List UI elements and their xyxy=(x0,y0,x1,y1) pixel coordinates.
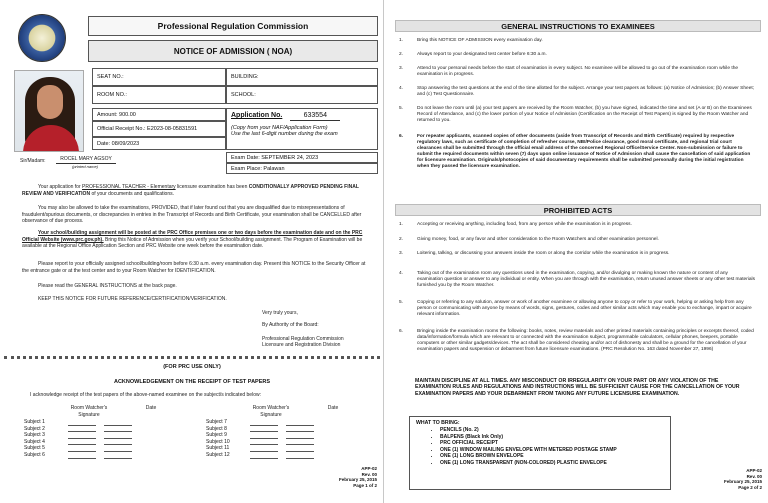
name-prefix: Sir/Madam: xyxy=(20,158,46,164)
page1-footer: APP-02 Rev. 00 February 25, 2015 Page 1 of 2 xyxy=(338,466,377,488)
noa-page-2 xyxy=(385,0,768,503)
subject-row: Subject 2 xyxy=(24,426,184,433)
building-field: BUILDING: xyxy=(226,68,378,86)
cut-line xyxy=(4,356,380,359)
subject-row: Subject 12 xyxy=(206,452,376,459)
prc-seal-logo xyxy=(18,14,66,62)
prohibited-item: 5. Copying or referring to any solution, answer or work of another examinee or allowing anyone to copy or refer to your work, helping or asking help from any person or communicating with anyone by means of words, signs, gestures, codes and other similar acts which may enable you to exchange, impart or acquire relevant information. xyxy=(399,300,752,317)
signatory-org: Professional Regulation Commission xyxy=(262,336,344,342)
amount-field: Amount: 900.00 xyxy=(92,108,226,121)
prohibited-acts-heading: PROHIBITED ACTS xyxy=(395,204,761,216)
room-no-field: ROOM NO.: xyxy=(92,86,226,104)
authority-line: By Authority of the Board: xyxy=(262,322,319,328)
prohibited-item: 3. Loitering, talking, or discussing your answers inside the room or along the corridor while the examination is in progress. xyxy=(399,251,670,256)
signoff-line: Very truly yours, xyxy=(262,310,298,316)
prohibited-item: 6. Bringing inside the examination rooms the following: books, notes, review materials and other printed materials containing principles or excerpts thereof, coded data/information/formula which are relevant to or connected with the examination subject, programmable calculators, cellular phones, beepers, portable computers or other similar gadgets/devices. The act shall be considered cheating and/or act of dishonesty and shall be a ground for the cancellation of your examination papers and suspension or debarment from future licensure examinations. (PRC Resolution No. 163 dated November 27, 1996) xyxy=(399,329,754,352)
right-subject-list xyxy=(206,419,376,459)
discipline-warning: MAINTAIN DISCIPLINE AT ALL TIMES. ANY MISCONDUCT OR IRREGULARITY ON YOUR PART OR ANY VIOLATION OF THE EXAMINATION RULES AND REGULATIONS AND INSTRUCTIONS WILL BE SUFFICIENT CAUSE FOR THE CANCELLATION OF YOUR EXAMINATION PAPERS AND YOUR DEBARMENT FROM TAKING ANY FUTURE LICENSURE EXAMINATION. xyxy=(415,378,740,397)
bring-item: • BALPENS (Black Ink Only) xyxy=(440,434,664,441)
application-no-label: Application No. xyxy=(231,112,283,119)
official-receipt-field: Official Receipt No.: E2023-08-05831591 xyxy=(92,121,226,137)
bring-item: • ONE (1) WINDOW MAILING ENVELOPE WITH METERED POSTAGE STAMP xyxy=(440,447,664,454)
acknowledgement-text: I acknowledge receipt of the test papers of the above-named examinee on the subject/s indicated below: xyxy=(30,392,261,398)
disqualification-paragraph: You may also be allowed to take the examinations, PROVIDED, that if later found out that you are disqualified due to misrepresentations of fraudulent/spurious documents, or discrepancies in entries in the Transcript of Records and Birth Certificate, your examination shall be CANCELLED after observance of due process. xyxy=(22,205,362,225)
application-number-box xyxy=(226,108,378,150)
instruction-item: 1. Bring this NOTICE OF ADMISSION every examination day. xyxy=(399,38,543,43)
subject-row: Subject 7 xyxy=(206,419,376,426)
exam-date-field: Exam Date: SEPTEMBER 24, 2023 xyxy=(226,152,378,163)
copy-note-2: Use the last 6-digit number during the exam xyxy=(231,131,338,137)
approval-paragraph: Your application for PROFESSIONAL TEACHER - Elementary licensure examination has been CONDITIONALLY APPROVED PENDING FINAL REVIEW AND VERIFICATION of your documents and qualifications. xyxy=(22,184,359,197)
bring-item: • ONE (1) LONG TRANSPARENT (NON-COLORED) PLASTIC ENVELOPE xyxy=(440,460,664,467)
instruction-item: 3. Attend to your personal needs before the start of examination in every subject. No examinee will be allowed to go out of the examination room while the examination is in progress. xyxy=(399,66,739,77)
instruction-item: 4. Stop answering the test questions at the end of the time allotted for the subject. Arrange your test papers as follows: (a) Notice of Admission; (b) Answer Sheet; and (c) Test Questionnaire. xyxy=(399,86,755,97)
subject-row: Subject 6 xyxy=(24,452,184,459)
application-no-value: 633554 xyxy=(290,111,340,121)
org-title: Professional Regulation Commission xyxy=(88,16,378,36)
school-field: SCHOOL: xyxy=(226,86,378,104)
subject-row: Subject 11 xyxy=(206,445,376,452)
instruction-item: 5. Do not leave the room until (a) your test papers are received by the Room Watcher, (b) you have signed, indicated the time and set (A or B) on the Examinees Record of Attendance, and (c) the lower portion of your Notice of Admission (Certification on the Receipt of Test Papers) is signed by the Room Watcher and returned to you. xyxy=(399,106,752,123)
general-instructions-heading: GENERAL INSTRUCTIONS TO EXAMINEES xyxy=(395,20,761,32)
acknowledgement-title: ACKNOWLEDGEMENT ON THE RECEIPT OF TEST PAPERS xyxy=(113,379,271,385)
assignment-paragraph: Your school/building assignment will be posted at the PRC Office premises one or two days before the examination date and on the PRC Official Website (www.prc.gov.ph). Bring this Notice of Admission when you verify your School/building assignment. The Program of Examination will be available at the Regional Office Application Section and PRC Website one week before the examination date. xyxy=(22,230,363,250)
receipt-date-field: Date: 08/09/2023 xyxy=(92,137,226,150)
subject-row: Subject 1 xyxy=(24,419,184,426)
subject-row: Subject 9 xyxy=(206,432,376,439)
what-to-bring-title: WHAT TO BRING: xyxy=(416,420,460,426)
bring-item: • PENCILS (No. 2) xyxy=(440,427,664,434)
keep-notice-line: KEEP THIS NOTICE FOR FUTURE REFERENCE/CERTIFICATION/VERIFICATION. xyxy=(38,296,227,302)
printed-name-caption: (printed name) xyxy=(72,164,99,169)
right-date-header: Date xyxy=(327,405,339,411)
right-watcher-header: Room Watcher's Signature xyxy=(252,405,290,418)
copy-note-1: (Copy from your NAF/Application Form) xyxy=(231,125,328,131)
subject-row: Subject 5 xyxy=(24,445,184,452)
left-date-header: Date xyxy=(145,405,157,411)
instruction-item: 2. Always report to your designated test center before 6:30 a.m. xyxy=(399,52,547,57)
bring-item: • ONE (1) LONG BROWN ENVELOPE xyxy=(440,453,664,460)
examinee-photo xyxy=(14,70,84,152)
what-to-bring-list xyxy=(440,427,664,467)
prc-use-title: (FOR PRC USE ONLY) xyxy=(163,364,221,370)
left-watcher-header: Room Watcher's Signature xyxy=(70,405,108,418)
report-paragraph: Please report to your officially assigned school/building/room before 6:30 a.m. every examination day. Present this NOTICE to the Security Officer at the entrance gate or at the test center and to your Room Watcher for IDENTIFICATION. xyxy=(22,261,366,274)
what-to-bring-box xyxy=(409,416,671,490)
prohibited-item: 4. Taking out of the examination room any questions used in the examination, copying, and/or divulging or making known the nature or content of any examination question or answer to any individual or entity. When you are through with the examination, return unused answer sheets or any other test materials furnished you by the Room Watcher. xyxy=(399,271,756,288)
page2-footer: APP-02 Rev. 00 February 25, 2015 Page 2 of 2 xyxy=(723,468,762,490)
prohibited-item: 2. Giving money, food, or any favor and other consideration to the Room Watchers and other examination personnel. xyxy=(399,237,659,242)
subject-row: Subject 10 xyxy=(206,439,376,446)
document-title: NOTICE OF ADMISSION ( NOA) xyxy=(88,40,378,62)
exam-place-field: Exam Place: Palawan xyxy=(226,163,378,174)
read-instructions-line: Please read the GENERAL INSTRUCTIONS at the back page. xyxy=(38,283,177,289)
prohibited-item: 1. Accepting or receiving anything, including food, from any person while the examination is in progress. xyxy=(399,222,632,227)
examinee-name: ROCEL MARY AGSOY xyxy=(56,156,116,164)
seat-no-field: SEAT NO.: xyxy=(92,68,226,86)
subject-row: Subject 3 xyxy=(24,432,184,439)
signatory-division: Licensure and Registration Division xyxy=(262,342,341,348)
bring-item: • PRC OFFICIAL RECEIPT xyxy=(440,440,664,447)
left-subject-list xyxy=(24,419,184,459)
subject-row: Subject 4 xyxy=(24,439,184,446)
instruction-item: 6. For repeater applicants, scanned copies of other documents (aside from Transcript of Records and Birth Certificate) required by respective regulatory laws, such as certificate of completion of refresher course, NBI/Police clearance, good moral certificate, and regional trial court clearances shall be submitted through the official email address of the concerned Regional Office/Service Center. Non-submission or failure to submit the required documents within seven (7) days upon online issuance of Notice of Admission shall cause the cancellation of said application for licensure examination. Originals/photocopies of said documentary requirements shall be submitted personally during the initial registration when they passed the licensure examination. xyxy=(399,134,751,169)
subject-row: Subject 8 xyxy=(206,426,376,433)
